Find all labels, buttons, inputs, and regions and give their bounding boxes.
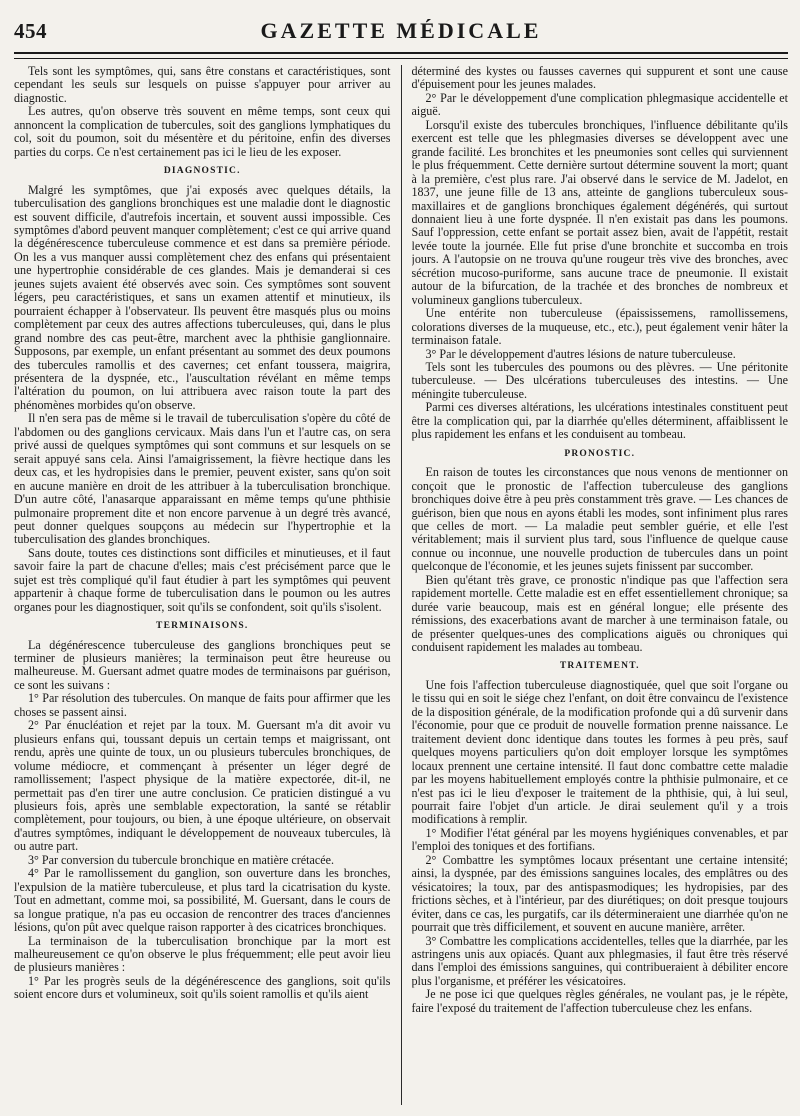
section-title-terminaisons: TERMINAISONS. — [156, 621, 249, 632]
section-title-diagnostic: DIAGNOSTIC. — [163, 166, 241, 177]
column-divider — [401, 65, 402, 1105]
paragraph: Bien qu'étant très grave, ce pronostic n'indique pas que l'affection sera rapidement mortelle. Cette maladie est en effet essentiellement chronique; sa durée varie beaucoup, mais est en général longue; elle présente des rémissions, des exacerbations avant de marcher à une terminaison fatale, ou de présenter quelques-unes des complications aiguës ou chroniques qui conduisent rapidement les malades au tombeau. — [411, 572, 788, 655]
list-item: 2° Combattre les symptômes locaux présentant une certaine intensité; ainsi, la dyspnée, par des émissions sanguines locales, des emplâtres ou des vésicatoires; la toux, par des antispasmodiques; les hydropisies, par des frictions sèches, et à l'intérieur, par des diurétiques; on doit presque toujours éviter, dans ce cas, les purgatifs, car ils détermineraient une diarrhée qu'on ne pourrait que très difficilement, et souvent en aucune manière, arrêter. — [411, 852, 788, 935]
paragraph: déterminé des kystes ou fausses cavernes qui suppurent et sont une cause d'épuisement pour les jeunes malades. — [411, 65, 788, 92]
paragraph: La terminaison de la tuberculisation bronchique par la mort est malheureusement ce qu'on observe le plus fréquemment; elle peut avoir lieu de plusieurs manières : — [14, 933, 391, 975]
list-item: 3° Par le développement d'autres lésions de nature tuberculeuse. — [425, 346, 736, 361]
paragraph: Sans doute, toutes ces distinctions sont difficiles et minutieuses, et il faut savoir faire la part de chacune d'elles; mais c'est précisément parce que le sujet est très compliqué qu'il faut étudier à part les symptômes qui peuvent appartenir à chaque forme de tuberculisation dans le poumon ou les autres organes pour les diagnostiquer, soit qu'ils se confondent, soit qu'ils s'isolent. — [14, 545, 391, 614]
section-title-pronostic: PRONOSTIC. — [564, 448, 636, 459]
paragraph: Il n'en sera pas de même si le travail de tuberculisation s'opère du côté de l'abdomen ou des ganglions cervicaux. Mais dans l'un et l'autre cas, on sera privé aussi de quelques symptômes qui sont communs et sur lesquels on se serait appuyé sans cela. Ainsi l'amaigrissement, la fièvre hectique dans les deux cas, et les hydropisies dans le premier, peuvent exister, sans qu'on soit en aucune manière en droit de les attribuer à la tuberculisation bronchique. D'un autre côté, l'anasarque apparaissant en même temps qu'une phthisie pulmonaire proprement dite et non encore parvenue à un degré très avancé, peut donner quelques soupçons au médecin sur l'hypertrophie et la tuberculisation des glandes bronchiques. — [14, 411, 391, 547]
paragraph: Les autres, qu'on observe très souvent en même temps, sont ceux qui annoncent la complication de tubercules, soit des ganglions lymphatiques du col, soit du poumon, soit du mésentère et du péritoine, enfin des diverses parties du corps. Ce n'est certainement pas ici le lieu de les exposer. — [14, 104, 391, 159]
paragraph: La dégénérescence tuberculeuse des ganglions bronchiques peut se terminer de plusieurs manières; la terminaison peut être heureuse ou malheureuse. M. Guersant admet quatre modes de terminaisons par guérison, ce sont les suivans : — [14, 637, 391, 692]
list-item: 1° Par les progrès seuls de la dégénérescence des ganglions, soit qu'ils soient encore durs et volumineux, soit qu'ils soient ramollis et qu'ils aient — [14, 973, 391, 1002]
paragraph: Une fois l'affection tuberculeuse diagnostiquée, quel que soit l'organe ou le tissu qui en soit le siége chez l'enfant, on doit être convaincu de l'existence de la disposition générale, de la modification profonde qui a dû survenir dans l'économie, pour que ce produit de nouvelle formation prenne naissance. Le traitement devient donc identique dans toutes les formes à peu près, sauf quelques moyens particuliers qu'on doit employer lorsque les symptômes locaux prennent une certaine intensité. Il faut donc combattre cette maladie par les moyens habituellement employés contre la phthisie pulmonaire, et ce n'est pas ici le lieu d'exposer le traitement de la phthisie, qui, à lui seul, pourrait faire l'objet d'un article. Je dirai seulement qu'il y a trois modifications à remplir. — [411, 677, 788, 827]
paragraph: En raison de toutes les circonstances que nous venons de mentionner on conçoit que le pronostic de l'affection tuberculeuse des ganglions bronchiques doive être à peu près constamment très grave. — Les chances de guérison, bien que nous en ayons établi les modes, sont infiniment plus rares que celles de mort. — La maladie peut sembler guérie, et elle l'est véritablement; mais il survient plus tard, sous l'influence de quelque cause connue ou inconnue, une nouvelle production de tubercules dans un point quelconque de l'économie, et les jeunes sujets finissent par succomber. — [411, 465, 788, 574]
section-title-traitement: TRAITEMENT. — [559, 661, 640, 672]
page-header — [14, 18, 788, 50]
masthead-title: GAZETTE MÉDICALE — [260, 18, 542, 43]
paragraph: Lorsqu'il existe des tubercules bronchiques, l'influence débilitante qu'ils exercent est telle que les phlegmasies diverses se développent avec une grande facilité. Les bronchites et les pneumonies sont celles qui surviennent le plus fréquemment. Cette dernière surtout détermine souvent la mort; quant à la première, c'est plus rare. J'ai observé dans le service de M. Jadelot, en 1837, une jeune fille de 13 ans, atteinte de ganglions tuberculeux sous-maxillaires et de ganglions bronchiques également dégénérés, qui surtout donnaient lieu à une forte dyspnée. Il n'en existait pas dans les poumons. Sauf l'oppression, cette enfant se portait assez bien, avait de l'appétit, restait levée toute la journée. Elle fut prise d'une bronchite et succomba en trois jours. A l'autopsie on ne trouva qu'une rougeur très vive des bronches, avec sécrétion mucoso-puriforme, sans aucune trace de pneumonie. Il existait autour de la bifurcation, de la trachée et des bronches de nombreux et volumineux ganglions tuberculeux. — [411, 117, 788, 307]
list-item: 1° Par résolution des tubercules. On manque de faits pour affirmer que les choses se passent ainsi. — [14, 691, 391, 719]
right-column — [412, 65, 789, 1105]
list-item: 2° Par le développement d'une complication phlegmasique accidentelle et aiguë. — [411, 90, 788, 119]
page-number: 454 — [14, 19, 47, 43]
paragraph: Parmi ces diverses altérations, les ulcérations intestinales constituent peut être la complication qui, par la diarrhée qu'elles déterminent, affaiblissent le plus rapidement les enfans et les conduisent au tombeau. — [411, 400, 788, 442]
paragraph: Je ne pose ici que quelques règles générales, ne voulant pas, je le répète, faire l'exposé du traitement de l'affection tuberculeuse chez les enfans. — [411, 987, 788, 1015]
list-item: 4° Par le ramollissement du ganglion, son ouverture dans les bronches, l'expulsion de la matière tuberculeuse, et plus tard la cicatrisation du kyste. Tout en admettant, comme moi, sa possibilité, M. Guersant, dans le cours de sa longue pratique, n'a pas eu occasion de rencontrer des traces d'anciennes lésions, qu'on pût avec quelque raison rapporter à des cicatrices bronchiques. — [14, 866, 391, 935]
paragraph: Une entérite non tuberculeuse (épaississemens, ramollissemens, colorations diverses de la muqueuse, etc., etc.), peut également venir hâter la terminaison fatale. — [411, 306, 788, 348]
paragraph: Malgré les symptômes, que j'ai exposés avec quelques détails, la tuberculisation des ganglions bronchiques est une maladie dont le diagnostic est souvent difficile, d'autrefois incertain, et souvent aussi impossible. Ces symptômes d'abord peuvent manquer complètement; c'est ce qui arrive quand la dégénérescence tuberculeuse commence et est dans sa première période. On les a vus manquer aussi complètement chez des enfans qui présentaient une hypertrophie considérable de ces glandes. Mais je demanderai si ces jeunes sujets avaient été observés avec soin. Ces symptômes sont souvent légers, peu caractéristiques, et sans un examen attentif et minutieux, ils pourraient échapper à l'observateur. Ils peuvent être masqués plus ou moins complètement par ceux des autres affections tuberculeuses, qui, dans le plus grand nombre des cas peut-être, marchent avec la phthisie ganglionnaire. Supposons, par exemple, un enfant présentant au sommet des deux poumons des tubercules ramollis et des cavernes; cet enfant toussera, maigrira, présentera de la dyspnée, etc., l'auscultation révélant en même temps l'altération du poumon, on lui attribuera avec raison toute la part des phénomènes morbides qu'on observe. — [14, 182, 391, 412]
list-item: 3° Combattre les complications accidentelles, telles que la diarrhée, par les astringens unis aux opiacés. Quant aux phlegmasies, il faut être très réservé dans l'emploi des émissions sanguines, qui contribueraient à débiliter encore plus l'organisme, et préférer les vésicatoires. — [411, 933, 788, 988]
two-column-body — [14, 65, 788, 1105]
list-item: 3° Par conversion du tubercule bronchique en matière crétacée. — [28, 852, 335, 867]
paragraph: Tels sont les tubercules des poumons ou des plèvres. — Une péritonite tuberculeuse. — Des ulcérations tuberculeuses des intestins. — Une méningite tuberculeuse. — [411, 359, 788, 401]
left-column — [14, 65, 391, 1105]
header-rule — [14, 52, 788, 59]
paragraph: Tels sont les symptômes, qui, sans être constans et caractéristiques, sont cependant les seuls sur lesquels on puisse s'appuyer pour arriver au diagnostic. — [14, 65, 391, 105]
list-item: 2° Par énucléation et rejet par la toux. M. Guersant m'a dit avoir vu plusieurs enfans qui, toussant depuis un certain temps et maigrissant, ont rendu, après une quinte de toux, un ou plusieurs tubercules bronchiques, de volume médiocre, et commençant à présenter un léger degré de ramollissement; l'aspect physique de la matière expectorée, dit-il, ne permettait pas d'en tirer une autre conclusion. Ce praticien distingué a vu plusieurs fois, après une semblable expectoration, la santé se rétablir complètement, pour toujours, ou bien, à une époque ultérieure, on observait d'autres symptômes, indiquant le développement de nouveaux tubercules, là ou autre part. — [14, 718, 391, 854]
list-item: 1° Modifier l'état général par les moyens hygiéniques convenables, et par l'emploi des toniques et des fortifians. — [411, 825, 788, 854]
